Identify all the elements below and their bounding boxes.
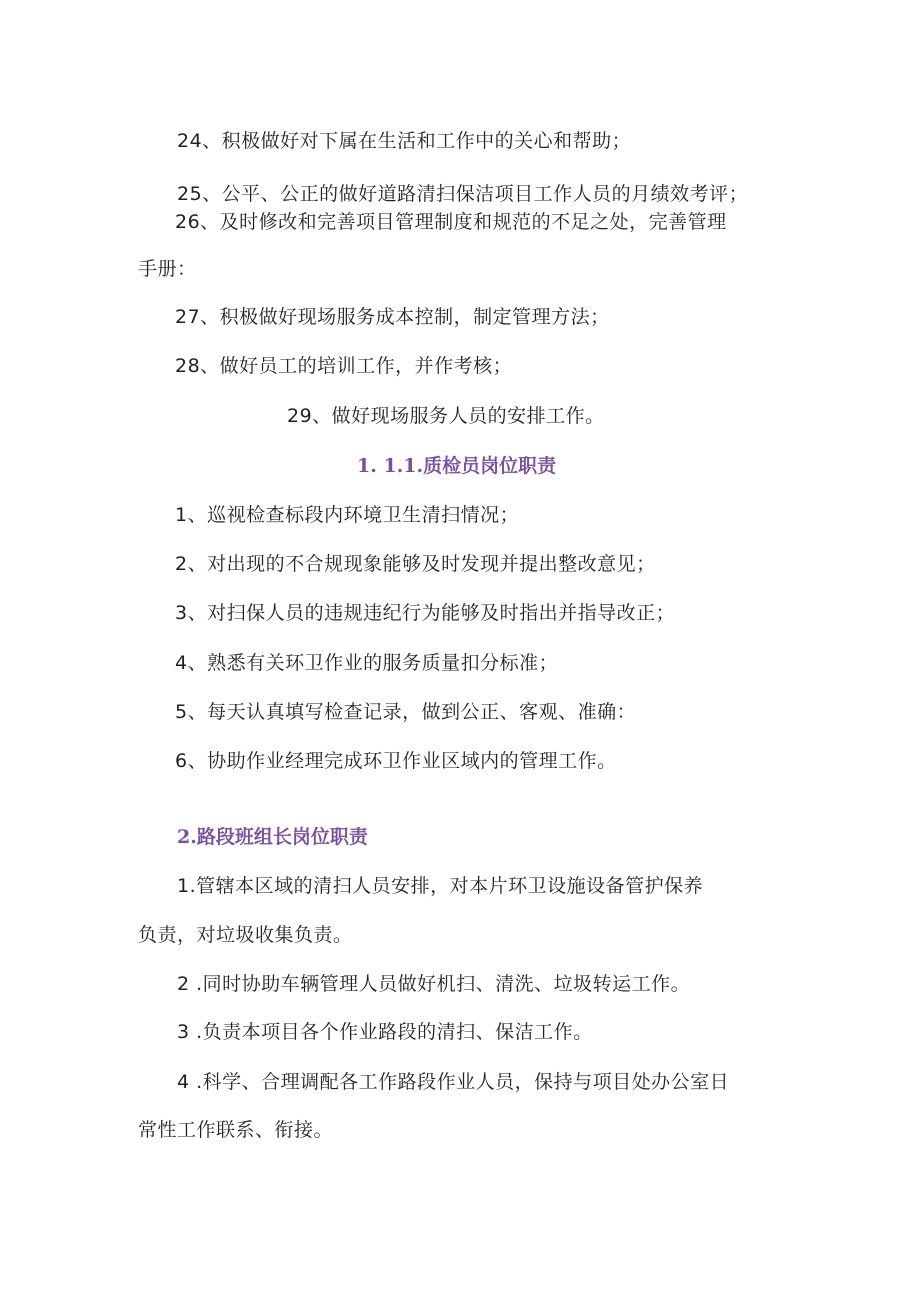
paragraph-line: 4、熟悉有关环卫作业的服务质量扣分标准；: [175, 652, 559, 674]
paragraph-line: 6、协助作业经理完成环卫作业区域内的管理工作。: [175, 750, 617, 772]
paragraph-line: 2、对出现的不合规现象能够及时发现并提出整改意见；: [175, 553, 656, 575]
paragraph-line: 4 .科学、合理调配各工作路段作业人员，保持与项目处办公室日: [177, 1071, 730, 1093]
paragraph-line: 24、积极做好对下属在生活和工作中的关心和帮助；: [177, 130, 632, 152]
paragraph-line: 1、巡视检查标段内环境卫生清扫情况；: [175, 504, 520, 526]
paragraph-line: 25、公平、公正的做好道路清扫保洁项目工作人员的月绩效考评；: [177, 183, 749, 205]
paragraph-line: 26、及时修改和完善项目管理制度和规范的不足之处，完善管理: [175, 211, 727, 233]
paragraph-line: 5、每天认真填写检查记录，做到公正、客观、准确：: [175, 701, 637, 723]
paragraph-line: 2 .同时协助车辆管理人员做好机扫、清洗、垃圾转运工作。: [177, 973, 691, 995]
section-heading: 2.路段班组长岗位职责: [177, 826, 368, 848]
paragraph-line: 常性工作联系、衔接。: [138, 1119, 334, 1141]
paragraph-line: 1.管辖本区域的清扫人员安排，对本片环卫设施设备管护保养: [177, 875, 704, 897]
paragraph-line: 29、做好现场服务人员的安排工作。: [287, 405, 605, 427]
section-heading: 1. 1.1.质检员岗位职责: [357, 455, 557, 477]
paragraph-line: 3、对扫保人员的违规违纪行为能够及时指出并指导改正；: [175, 602, 676, 624]
paragraph-line: 手册：: [138, 258, 197, 280]
paragraph-line: 28、做好员工的培训工作，并作考核；: [175, 355, 513, 377]
paragraph-line: 3 .负责本项目各个作业路段的清扫、保洁工作。: [177, 1021, 593, 1043]
paragraph-line: 27、积极做好现场服务成本控制，制定管理方法；: [175, 306, 610, 328]
paragraph-line: 负责，对垃圾收集负责。: [138, 924, 353, 946]
